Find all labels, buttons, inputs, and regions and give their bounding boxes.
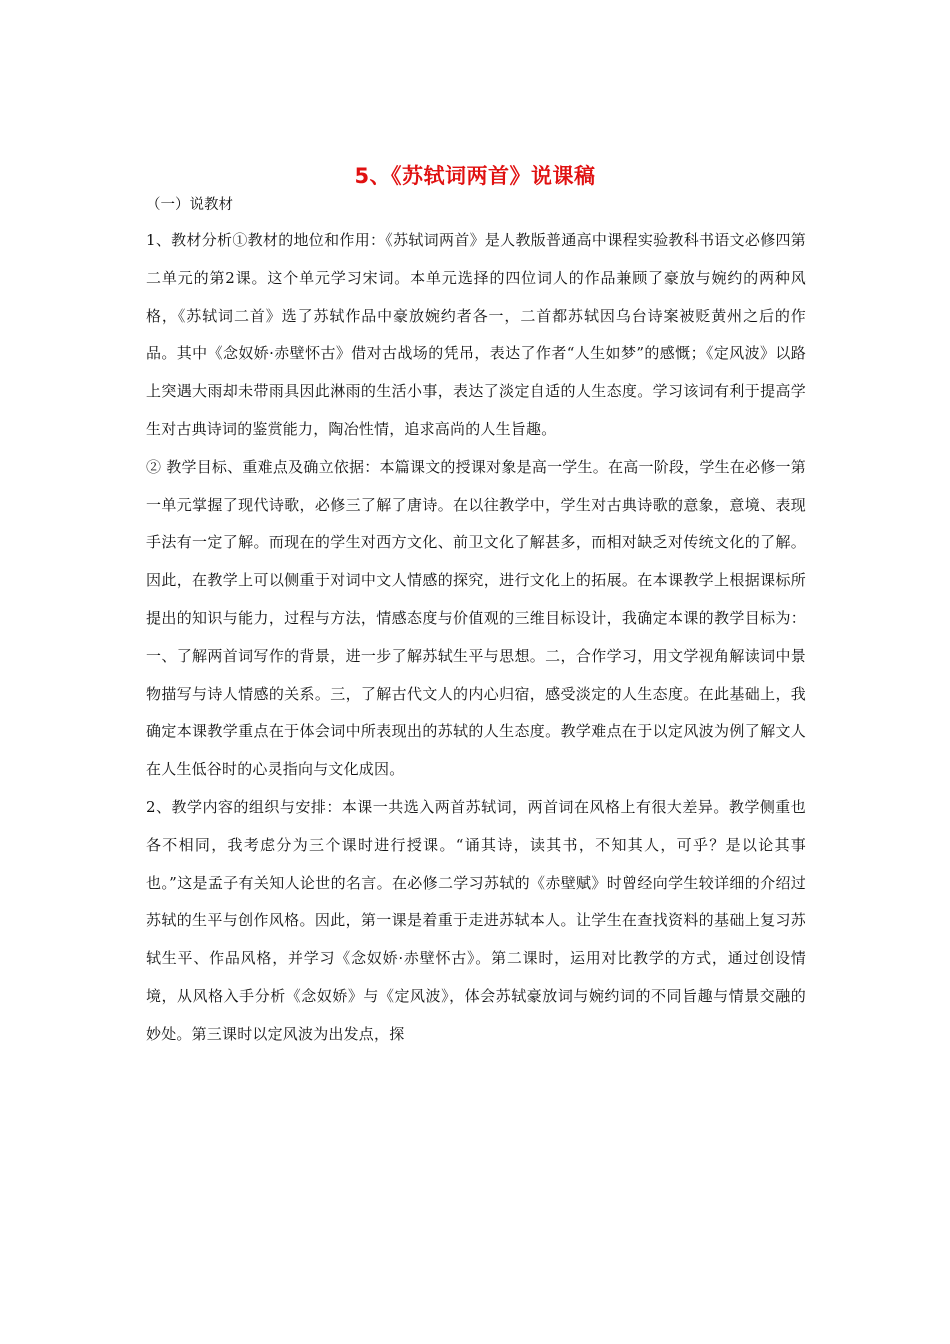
document-title: 5、《苏轼词两首》说课稿 [354, 164, 596, 188]
paragraph-textbook-analysis: 1、教材分析①教材的地位和作用：《苏轼词两首》是人教版普通高中课程实验教科书语文必修四第二单元的第2课。这个单元学习宋词。本单元选择的四位词人的作品兼顾了豪放与婉约的两种风格，《苏轼词二首》选了苏轼作品中豪放婉约者各一，二首都苏轼因乌台诗案被贬黄州之后的作品。其中《念奴娇·赤壁怀古》借对古战场的凭吊，表达了作者“人生如梦”的感慨；《定风波》以路上突遇大雨却未带雨具因此淋雨的生活小事，表达了淡定自适的人生态度。学习该词有利于提高学生对古典诗词的鉴赏能力，陶冶性情，追求高尚的人生旨趣。 [146, 231, 806, 438]
document-body [146, 222, 806, 1054]
paragraph-teaching-objectives: ② 教学目标、重难点及确立依据：本篇课文的授课对象是高一学生。在高一阶段，学生在必修一第一单元掌握了现代诗歌，必修三了解了唐诗。在以往教学中，学生对古典诗歌的意象，意境、表现手法有一定了解。而现在的学生对西方文化、前卫文化了解甚多，而相对缺乏对传统文化的了解。因此，在教学上可以侧重于对词中文人情感的探究，进行文化上的拓展。在本课教学上根据课标所提出的知识与能力，过程与方法，情感态度与价值观的三维目标设计，我确定本课的教学目标为：一、了解两首词写作的背景，进一步了解苏轼生平与思想。二，合作学习，用文学视角解读词中景物描写与诗人情感的关系。三，了解古代文人的内心归宿，感受淡定的人生态度。在此基础上，我确定本课教学重点在于体会词中所表现出的苏轼的人生态度。教学难点在于以定风波为例了解文人在人生低谷时的心灵指向与文化成因。 [146, 457, 806, 779]
section-heading: （一）说教材 [146, 197, 233, 213]
paragraph-content-organization: 2、教学内容的组织与安排：本课一共选入两首苏轼词，两首词在风格上有很大差异。教学侧重也各不相同，我考虑分为三个课时进行授课。“诵其诗，读其书，不知其人，可乎？是以论其事也。”这是孟子有关知人论世的名言。在必修二学习苏轼的《赤壁赋》时曾经向学生较详细的介绍过苏轼的生平与创作风格。因此，第一课是着重于走进苏轼本人。让学生在查找资料的基础上复习苏轼生平、作品风格，并学习《念奴娇·赤壁怀古》。第二课时，运用对比教学的方式，通过创设情境，从风格入手分析《念奴娇》与《定风波》，体会苏轼豪放词与婉约词的不同旨趣与情景交融的妙处。第三课时以定风波为出发点，探 [146, 797, 806, 1043]
